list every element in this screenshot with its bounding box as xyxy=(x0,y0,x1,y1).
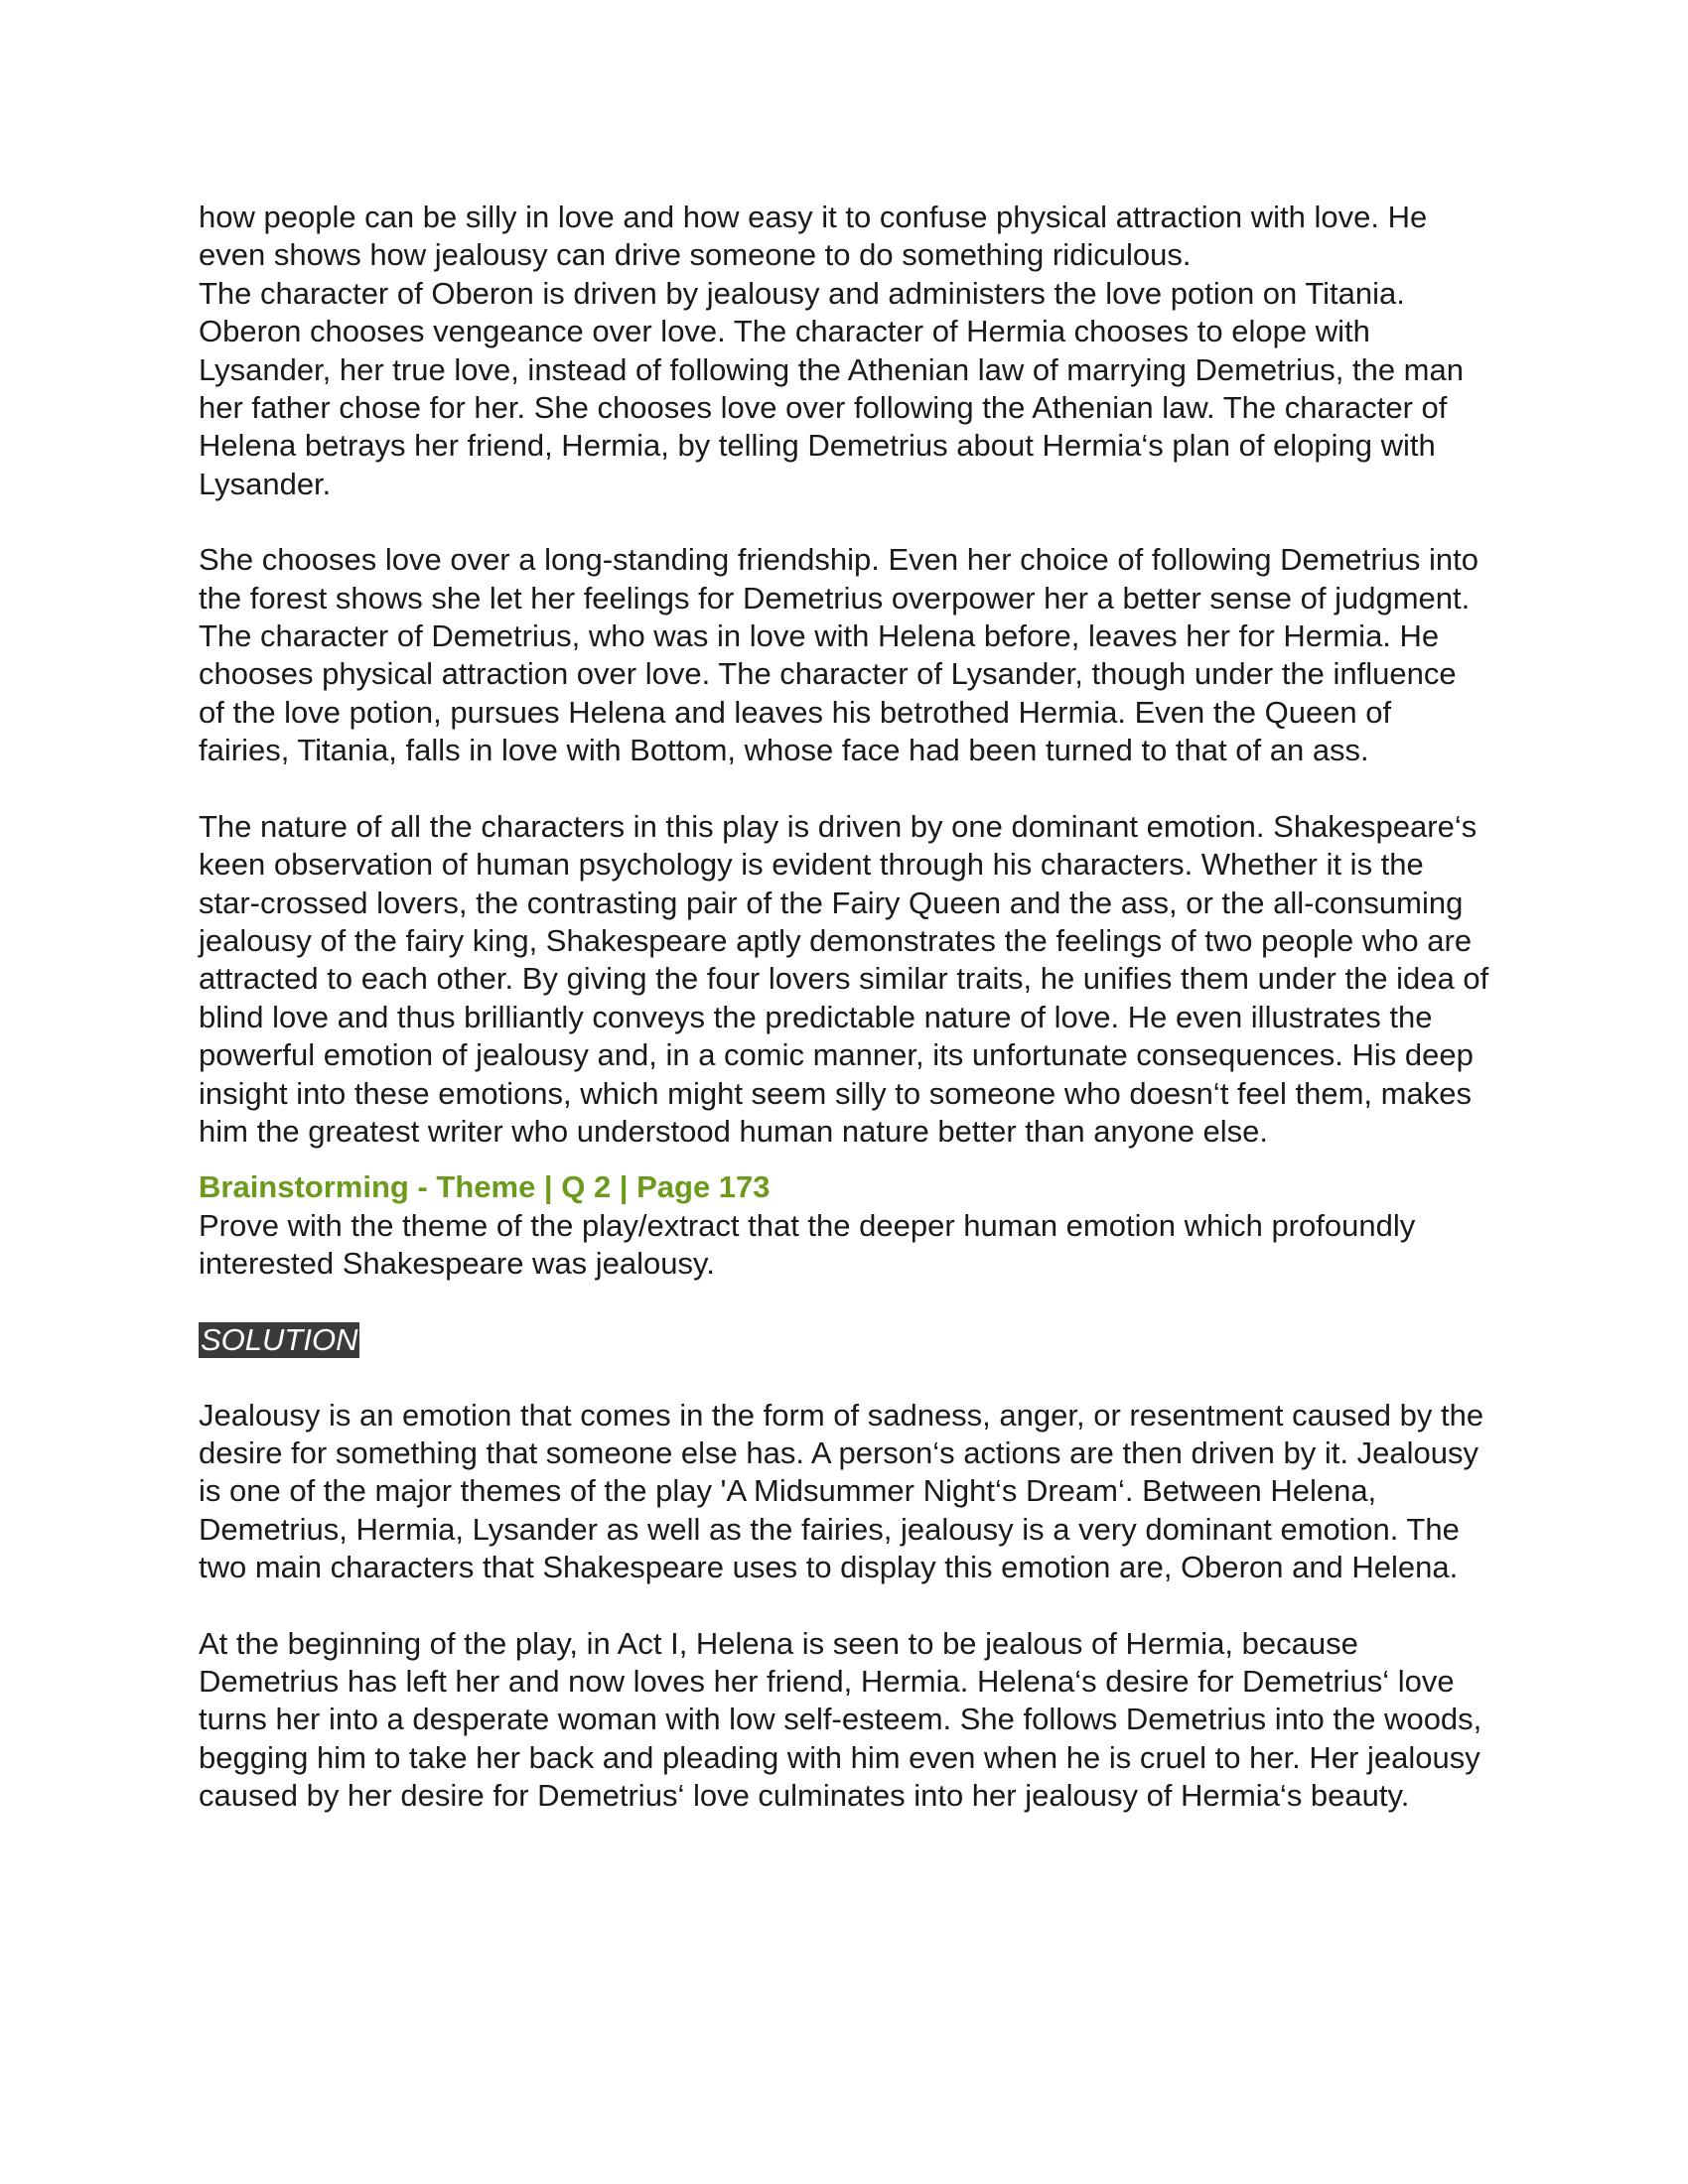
section-heading: Brainstorming - Theme | Q 2 | Page 173 xyxy=(199,1169,771,1205)
paragraph-intro: how people can be silly in love and how easy it to confuse physical attraction with love. He even shows how jealousy can drive someone to do something ridiculous. xyxy=(199,200,1428,273)
solution-badge: SOLUTION xyxy=(201,1321,358,1357)
solution-label-row xyxy=(199,1321,1489,1359)
paragraph-solution-1: Jealousy is an emotion that comes in the form of sadness, anger, or resentment caused by the desire for something that someone else has. A person‘s actions are then driven by it. Jealousy is one of the major themes of the play 'A Midsummer Night‘s Dream‘. Between Helena, Demetrius, Hermia, Lysander as well as the fairies, jealousy is a very dominant emotion. The two main characters that Shakespeare uses to display this emotion are, Oberon and Helena. xyxy=(199,1397,1484,1585)
paragraph-solution-2: At the beginning of the play, in Act I, Helena is seen to be jealous of Hermia, because Demetrius has left her and now loves her friend, Hermia. Helena‘s desire for Demetrius‘ love turns her into a desperate woman with low self-esteem. She follows Demetrius into the woods, begging him to take her back and pleading with him even when he is cruel to her. Her jealousy caused by her desire for Demetrius‘ love culminates into her jealousy of Hermia‘s beauty. xyxy=(199,1625,1482,1814)
question-text: Prove with the theme of the play/extract that the deeper human emotion which profoundly interested Shakespeare was jealousy. xyxy=(199,1207,1416,1282)
document-page xyxy=(199,199,1489,1816)
paragraph-nature: The nature of all the characters in this play is driven by one dominant emotion. Shakespeare‘s keen observation of human psychology is evident through his characters. Whether it is the star-crossed lovers, the contrasting pair of the Fairy Queen and the ass, or the all-consuming jealousy of the fairy king, Shakespeare aptly demonstrates the feelings of two people who are attracted to each other. By giving the four lovers similar traits, he unifies them under the idea of blind love and thus brilliantly conveys the predictable nature of love. He even illustrates the powerful emotion of jealousy and, in a comic manner, its unfortunate consequences. His deep insight into these emotions, which might seem silly to someone who doesn‘t feel them, makes him the greatest writer who understood human nature better than anyone else. xyxy=(199,808,1489,1149)
paragraph-friendship: She chooses love over a long-standing friendship. Even her choice of following Demetrius into the forest shows she let her feelings for Demetrius overpower her a better sense of judgment. The character of Demetrius, who was in love with Helena before, leaves her for Hermia. He chooses physical attraction over love. The character of Lysander, though under the influence of the love potion, pursues Helena and leaves his betrothed Hermia. Even the Queen of fairies, Titania, falls in love with Bottom, whose face had been turned to that of an ass. xyxy=(199,542,1478,768)
paragraph-choices: The character of Oberon is driven by jealousy and administers the love potion on Titania. Oberon chooses vengeance over love. The character of Hermia chooses to elope with Lysander, her true love, instead of following the Athenian law of marrying Demetrius, the man her father chose for her. She chooses love over following the Athenian law. The character of Helena betrays her friend, Hermia, by telling Demetrius about Hermia‘s plan of eloping with Lysander. xyxy=(199,275,1464,501)
